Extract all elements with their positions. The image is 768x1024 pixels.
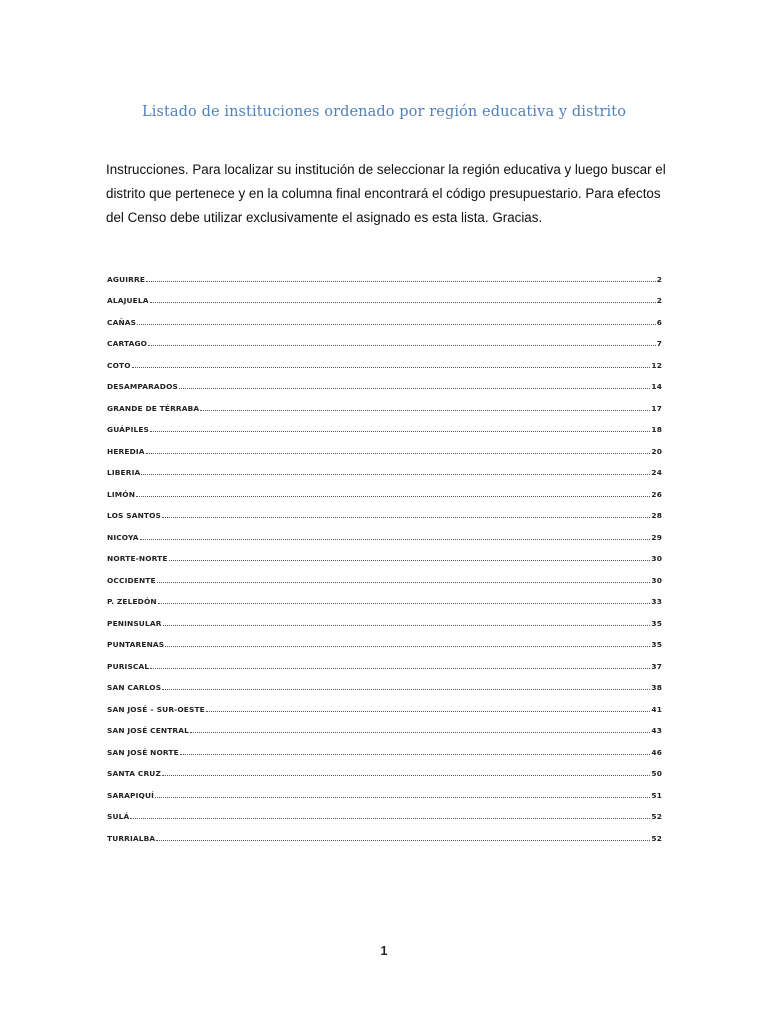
toc-page-number: 52 (651, 812, 662, 821)
page-number: 1 (380, 944, 388, 958)
toc-page-number: 41 (651, 704, 662, 714)
toc-page-number: 52 (651, 833, 662, 843)
toc-dot-leader (150, 430, 650, 432)
toc-region-name: PUNTARENAS (107, 640, 165, 649)
toc-region-name: NICOYA (107, 532, 139, 542)
toc-row[interactable] (107, 499, 662, 521)
toc-row[interactable] (107, 262, 662, 284)
toc-page-number: 33 (651, 597, 662, 606)
toc-dot-leader (136, 495, 650, 497)
toc-row[interactable] (107, 778, 662, 800)
toc-dot-leader (130, 817, 650, 819)
toc-dot-leader (146, 452, 651, 454)
toc-page-number: 30 (651, 575, 662, 585)
toc-dot-leader (162, 688, 650, 690)
toc-page-number: 29 (651, 532, 662, 542)
toc-row[interactable] (107, 542, 662, 564)
toc-dot-leader (146, 280, 656, 282)
toc-dot-leader (169, 559, 651, 561)
toc-page-number: 30 (651, 554, 662, 563)
toc-region-name: GUÁPILES (107, 425, 150, 434)
toc-dot-leader (140, 538, 651, 540)
toc-page-number: 50 (651, 769, 662, 778)
toc-region-name: LIBERIA (107, 468, 141, 477)
toc-region-name: AGUIRRE (107, 274, 146, 284)
toc-dot-leader (206, 710, 651, 712)
toc-page-number: 43 (651, 726, 662, 735)
toc-region-name: PURISCAL (107, 661, 150, 671)
toc-row[interactable] (107, 305, 662, 327)
toc-region-name: SARAPIQUÍ (107, 790, 155, 800)
toc-dot-leader (156, 839, 650, 841)
toc-region-name: ALAJUELA (107, 296, 149, 305)
toc-region-name: SAN JOSÉ NORTE (107, 747, 179, 757)
toc-dot-leader (190, 731, 650, 733)
table-of-contents (107, 262, 662, 843)
toc-dot-leader (200, 409, 650, 411)
toc-row[interactable] (107, 284, 662, 306)
toc-page-number: 2 (656, 274, 662, 284)
toc-row[interactable] (107, 692, 662, 714)
toc-row[interactable] (107, 714, 662, 736)
toc-page-number: 7 (656, 339, 662, 348)
toc-dot-leader (165, 645, 650, 647)
toc-region-name: LIMÓN (107, 489, 136, 499)
toc-page-number: 12 (651, 360, 662, 370)
toc-dot-leader (150, 667, 650, 669)
toc-region-name: NORTE-NORTE (107, 554, 168, 563)
toc-page-number: 35 (651, 640, 662, 649)
toc-page-number: 28 (651, 511, 662, 520)
toc-row[interactable] (107, 649, 662, 671)
toc-row[interactable] (107, 348, 662, 370)
toc-dot-leader (163, 624, 651, 626)
toc-page-number: 35 (651, 618, 662, 628)
toc-page-number: 18 (651, 425, 662, 434)
toc-row[interactable] (107, 585, 662, 607)
toc-page-number: 6 (656, 317, 662, 327)
toc-page-number: 20 (651, 446, 662, 456)
toc-dot-leader (132, 366, 651, 368)
toc-region-name: SULÁ (107, 812, 130, 821)
toc-dot-leader (141, 473, 650, 475)
toc-dot-leader (180, 753, 651, 755)
toc-dot-leader (155, 796, 650, 798)
toc-region-name: TURRIALBA (107, 833, 156, 843)
toc-dot-leader (148, 344, 656, 346)
toc-page-number: 46 (651, 747, 662, 757)
instructions-paragraph: Instrucciones. Para localizar su institución de seleccionar la región educativa y luego buscar el distrito que pertenece y en la columna final encontrará el código presupuestario. Para efectos del Censo debe utilizar exclusivamente el asignado es esta lista. Gracias. (106, 162, 666, 225)
toc-region-name: SAN CARLOS (107, 683, 162, 692)
toc-page-number: 38 (651, 683, 662, 692)
toc-page-number: 17 (651, 403, 662, 413)
toc-region-name: DESAMPARADOS (107, 382, 178, 391)
toc-row[interactable] (107, 413, 662, 435)
toc-page-number: 26 (651, 489, 662, 499)
toc-region-name: SANTA CRUZ (107, 769, 161, 778)
toc-row[interactable] (107, 327, 662, 349)
toc-region-name: HEREDIA (107, 446, 145, 456)
toc-dot-leader (162, 774, 650, 776)
toc-page-number: 24 (651, 468, 662, 477)
toc-row[interactable] (107, 628, 662, 650)
toc-dot-leader (162, 516, 650, 518)
toc-row[interactable] (107, 456, 662, 478)
toc-row[interactable] (107, 520, 662, 542)
toc-region-name: CAÑAS (107, 317, 137, 327)
toc-row[interactable] (107, 434, 662, 456)
toc-page-number: 14 (651, 382, 662, 391)
document-title: Listado de instituciones ordenado por región educativa y distrito (141, 104, 627, 120)
toc-region-name: CARTAGO (107, 339, 148, 348)
toc-region-name: LOS SANTOS (107, 511, 161, 520)
toc-region-name: COTO (107, 360, 131, 370)
toc-dot-leader (150, 301, 656, 303)
toc-row[interactable] (107, 391, 662, 413)
toc-row[interactable] (107, 800, 662, 822)
toc-row[interactable] (107, 735, 662, 757)
toc-dot-leader (137, 323, 656, 325)
toc-region-name: PENINSULAR (107, 618, 162, 628)
toc-dot-leader (179, 387, 650, 389)
toc-region-name: SAN JOSÉ CENTRAL (107, 726, 189, 735)
toc-page-number: 37 (651, 661, 662, 671)
toc-row[interactable] (107, 757, 662, 779)
toc-row[interactable] (107, 477, 662, 499)
toc-region-name: SAN JOSÉ – SUR-OESTE (107, 704, 205, 714)
toc-row[interactable] (107, 606, 662, 628)
toc-region-name: P. ZELEDÓN (107, 597, 157, 606)
toc-page-number: 51 (651, 790, 662, 800)
toc-page-number: 2 (656, 296, 662, 305)
toc-dot-leader (158, 602, 651, 604)
toc-row[interactable] (107, 821, 662, 843)
toc-region-name: GRANDE DE TÉRRABA (107, 403, 200, 413)
toc-row[interactable] (107, 671, 662, 693)
toc-row[interactable] (107, 563, 662, 585)
toc-region-name: OCCIDENTE (107, 575, 156, 585)
toc-row[interactable] (107, 370, 662, 392)
toc-dot-leader (157, 581, 651, 583)
